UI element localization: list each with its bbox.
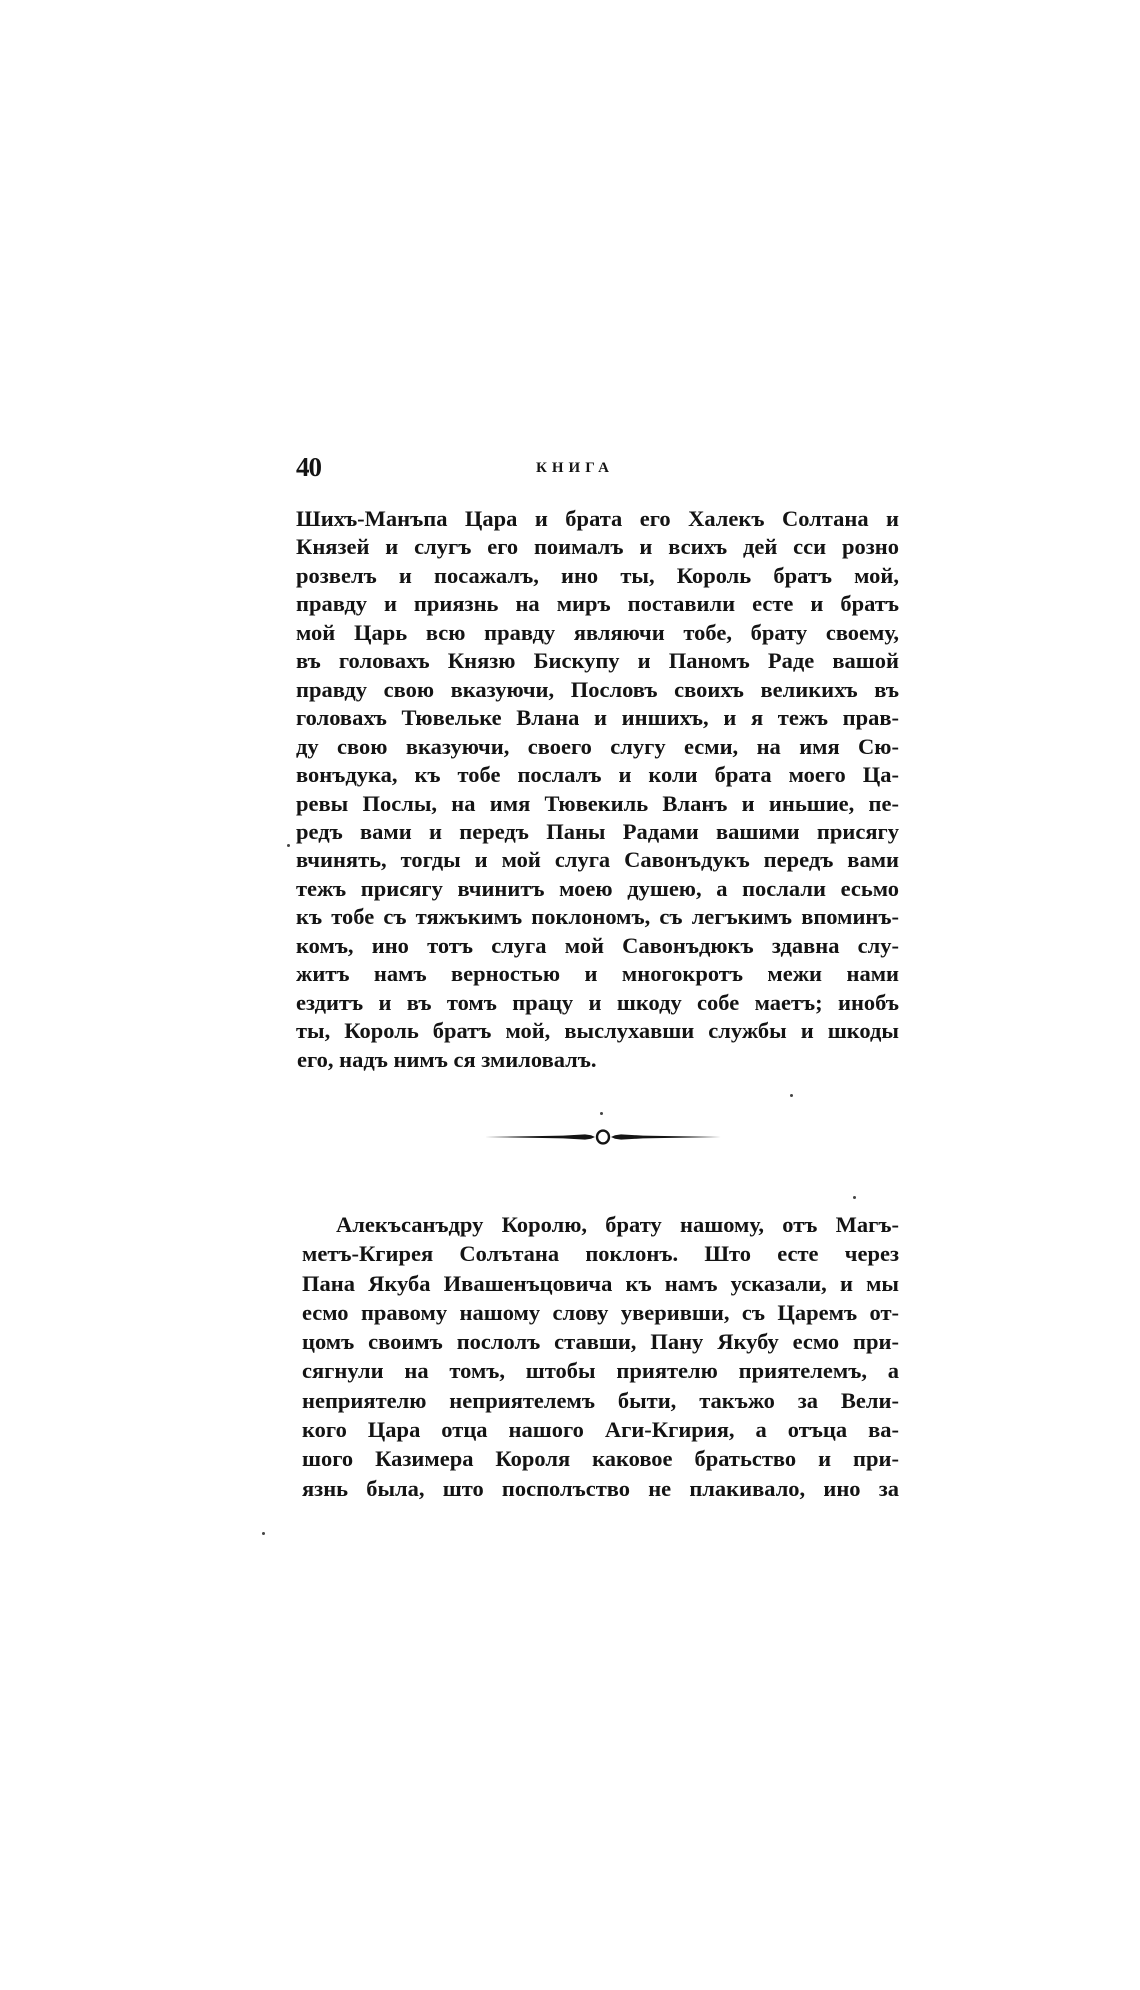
text-line: вчинять, тогды и мой слуга Савонъдукъ передъ вами [296, 847, 899, 873]
text-line: розвелъ и посажалъ, ино ты, Король братъ мой, [296, 562, 899, 588]
running-title: КНИГА [536, 460, 614, 476]
text-line: ты, Король братъ мой, выслухавши службы и шкоды [296, 1018, 899, 1044]
text-line: вонъдука, къ тобе послалъ и коли брата моего Ца- [296, 762, 899, 788]
text-line: въ головахъ Князю Бискупу и Паномъ Раде вашой [296, 648, 899, 674]
text-line: его, надъ нимъ ся змиловалъ. [297, 1046, 597, 1072]
print-speck [853, 1196, 856, 1199]
text-line: сягнули на томъ, штобы приятелю приятелемъ, а [302, 1358, 899, 1384]
text-line: Шихъ-Манъпа Цара и брата его Халекъ Солтана и [296, 506, 899, 531]
print-speck [790, 1094, 793, 1097]
text-line: житъ намъ верностью и многокротъ межи нами [296, 961, 899, 987]
text-line: мой Царь всю правду являючи тобе, брату своему, [296, 619, 899, 645]
letter-paragraph [302, 1210, 899, 1503]
text-line: Пана Якуба Ивашенъцовича къ намъ усказали, и мы [302, 1270, 899, 1296]
print-speck [262, 1532, 265, 1535]
text-line: правду и приязнь на миръ поставили есте и братъ [296, 591, 899, 617]
text-line: метъ-Кгирея Солътана поклонъ. Што есте через [302, 1241, 899, 1267]
text-line: Алекъсанъдру Королю, брату нашому, отъ Магъ- [336, 1212, 899, 1237]
print-speck [287, 844, 290, 847]
text-line: кого Цара отца нашого Аги-Кгирия, а отъца ва- [302, 1417, 899, 1443]
text-line: редъ вами и передъ Паны Радами вашими присягу [296, 818, 899, 844]
text-line: Князей и слугъ его поималъ и всихъ дей сси розно [296, 534, 899, 560]
text-line: головахъ Тювельке Влана и иншихъ, и я тежъ прав- [296, 705, 899, 731]
page-number: 40 [296, 452, 321, 482]
letter-paragraph [296, 505, 899, 1074]
text-line: есмо правому нашому слову уверивши, съ Царемъ от- [302, 1299, 899, 1325]
text-line: комъ, ино тотъ слуга мой Савонъдюкъ здавна слу- [296, 932, 899, 958]
separator-ornament [485, 1126, 721, 1148]
text-line: ду свою вказуючи, своего слугу есми, на имя Сю- [296, 733, 899, 759]
print-speck [600, 1112, 603, 1115]
text-line: ревы Послы, на имя Тювекиль Вланъ и иньшие, пе- [296, 790, 899, 816]
text-line: неприятелю неприятелемъ быти, такъжо за Вели- [302, 1387, 899, 1413]
text-line: шого Казимера Короля каковое братьство и при- [302, 1446, 899, 1472]
text-line: тежъ присягу вчинитъ моею душею, а послали есьмо [296, 875, 899, 901]
text-line: ездитъ и въ томъ працу и шкоду собе маетъ; инобъ [296, 989, 899, 1015]
text-line: правду свою вказуючи, Пословъ своихъ великихъ въ [296, 676, 899, 702]
running-head [296, 452, 896, 492]
text-line: язнь была, што посполъство не плакивало, ино за [302, 1475, 899, 1501]
text-line: цомъ своимъ послолъ ставши, Пану Якубу есмо при- [302, 1329, 899, 1355]
text-line: къ тобе съ тяжъкимъ поклономъ, съ легъкимъ впоминъ- [296, 904, 899, 930]
ornamental-separator [485, 1126, 721, 1148]
